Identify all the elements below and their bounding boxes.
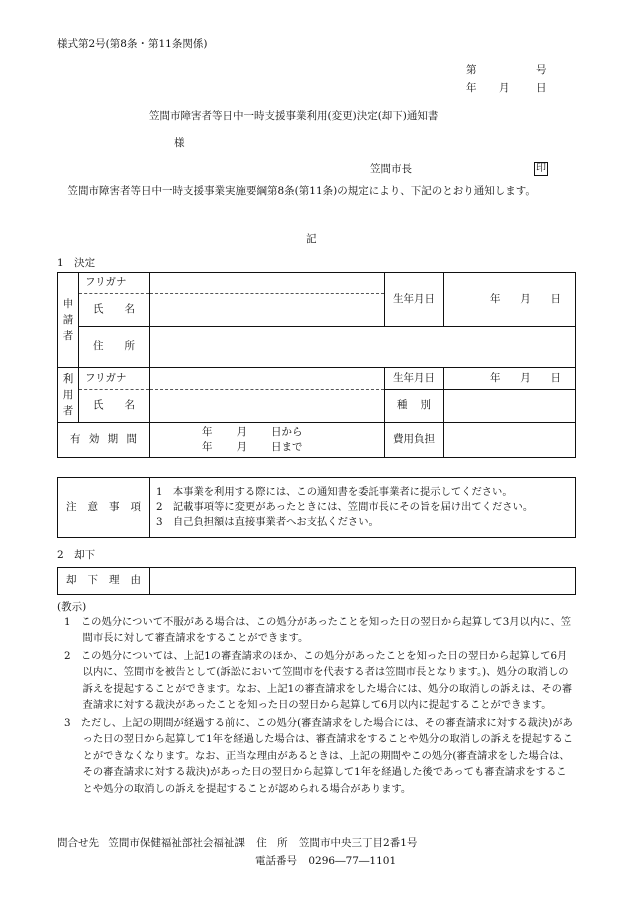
cost-field[interactable] — [444, 423, 576, 458]
user-birth-field[interactable]: 年 月 日 — [444, 368, 576, 390]
applicant-address-field[interactable] — [150, 327, 576, 368]
note-item: 3 自己負担額は直接事業者へお支払ください。 — [156, 515, 379, 528]
issue-date-month: 月 — [499, 82, 510, 94]
issuer: 笠間市長 — [370, 163, 412, 175]
cost-label: 費用負担 — [385, 423, 444, 458]
contact-phone: 0296―77―1101 — [308, 855, 397, 867]
section-rejection-heading: 2 却下 — [57, 549, 96, 561]
applicant-name-field[interactable] — [150, 294, 385, 327]
contact-line — [57, 836, 417, 851]
contact-label: 問合せ先 — [57, 837, 99, 849]
applicant-name-label: 氏 名 — [79, 294, 150, 327]
rejection-reason-label: 却下理由 — [58, 568, 150, 595]
applicant-header: 申 請 者 — [58, 273, 79, 368]
contact-address: 笠間市中央三丁目2番1号 — [299, 837, 418, 849]
user-furigana-field[interactable] — [150, 368, 385, 390]
applicant-furigana-label: フリガナ — [79, 273, 150, 294]
validity-label: 有効期間 — [58, 423, 150, 458]
applicant-birth-label: 生年月日 — [385, 273, 444, 327]
rejection-reason-field[interactable] — [150, 568, 576, 595]
issue-date-day: 日 — [536, 82, 547, 94]
note-item: 2 記載事項等に変更があったときには、笠間市長にその旨を届け出てください。 — [156, 501, 534, 514]
user-type-field[interactable] — [444, 390, 576, 423]
notes-label: 注意事項 — [58, 478, 150, 538]
instruction-list — [64, 614, 575, 798]
note-item: 1 本事業を利用する際には、この通知書を委託事業者に提示してください。 — [156, 486, 513, 499]
contact-dept: 笠間市保健福祉部社会福祉課 — [108, 837, 245, 849]
notes-list — [150, 478, 576, 538]
intro-text: 笠間市障害者等日中一時支援事業実施要綱第8条(第11条)の規定により、下記のとおり通知します。 — [67, 185, 536, 197]
form-number: 様式第2号(第8条・第11条関係) — [57, 38, 208, 50]
user-birth-label: 生年月日 — [385, 368, 444, 390]
contact-address-label: 住 所 — [256, 837, 288, 849]
instruction-heading: (教示) — [57, 601, 87, 613]
notes-table — [57, 477, 576, 538]
user-name-label: 氏 名 — [79, 390, 150, 423]
user-name-field[interactable] — [150, 390, 385, 423]
instruction-item: 2 この処分については、上記1の審査請求のほか、この処分があったことを知った日の翌日から起算して6月以内に、笠間市を被告として(訴訟において笠間市を代表する者は笠間市長となります。)、処分の取消しの訴えを提起することができます。なお、上記1の審査請求をした場合には、処分の取消しの訴えは、その審査請求に対する裁決があったことを知った日の翌日から起算して6月以内に提起することができます。 — [64, 649, 573, 712]
issue-date-year: 年 — [466, 82, 477, 94]
document-number — [466, 63, 546, 78]
user-header: 利 用 者 — [58, 368, 79, 423]
decision-table — [57, 272, 576, 458]
applicant-birth-field[interactable]: 年 月 日 — [444, 273, 576, 327]
contact-phone-line — [255, 854, 396, 869]
section-decision-heading: 1 決定 — [57, 257, 96, 269]
user-furigana-label: フリガナ — [79, 368, 150, 390]
instruction-item: 3 ただし、上記の期間が経過する前に、この処分(審査請求をした場合には、その審査請求に対する裁決)があった日の翌日から起算して1年を経過した場合は、審査請求をすることや処分の取消しの訴えを提起することができなくなります。なお、正当な理由があるときは、上記の期間やこの処分(審査請求をした場合は、その審査請求に対する裁決)があった日の翌日から起算して1年を経過した後であっても審査請求をすることや処分の取消しの訴えを提起することが認められる場合があります。 — [64, 716, 574, 795]
seal-mark: 印 — [536, 163, 546, 174]
addressee-suffix: 様 — [174, 137, 185, 149]
applicant-address-label: 住 所 — [79, 327, 150, 368]
validity-field[interactable]: 年 月 日から 年 月 日まで — [150, 423, 385, 458]
contact-phone-label: 電話番号 — [255, 855, 297, 867]
doc-number-go: 号 — [536, 64, 547, 76]
instruction-item: 1 この処分について不服がある場合は、この処分があったことを知った日の翌日から起算して3月以内に、笠間市長に対して審査請求をすることができます。 — [64, 616, 572, 645]
rejection-table — [57, 567, 576, 595]
document-title: 笠間市障害者等日中一時支援事業利用(変更)決定(却下)通知書 — [149, 110, 439, 122]
user-type-label: 種 別 — [385, 390, 444, 423]
applicant-furigana-field[interactable] — [150, 273, 385, 294]
ki-heading: 記 — [306, 233, 317, 245]
issue-date — [466, 81, 556, 96]
doc-number-dai: 第 — [466, 64, 477, 76]
